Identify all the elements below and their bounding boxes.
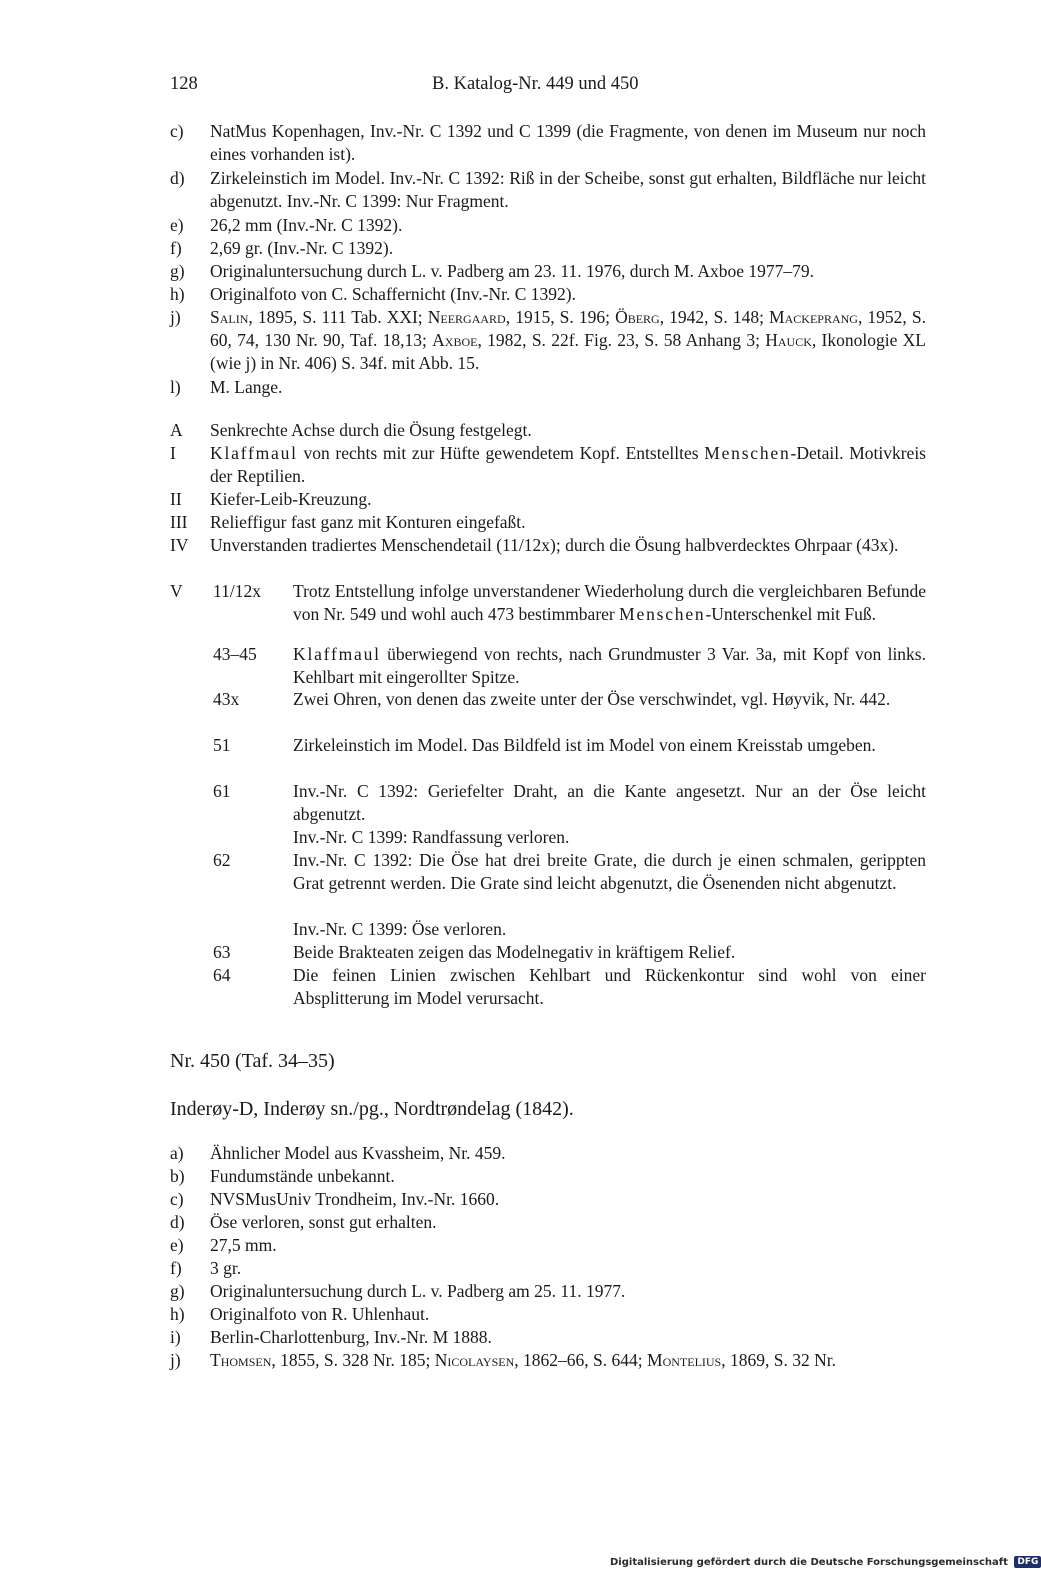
entry-heading: Nr. 450 (Taf. 34–35) bbox=[170, 1050, 335, 1072]
document-page: 128 B. Katalog-Nr. 449 und 450 c) NatMus Kopenhagen, Inv.-Nr. C 1392 und C 1399 (die Fragmente, von denen im Museum nur noch eines vorhanden ist). d) Zirkeleinstich im Model. Inv.-Nr. C 1392: Riß in der Scheibe, sonst gut erhalten, Bildfläche nur leicht abgenutzt. Inv.-Nr. C 1399: Nur Fragment. e) 26,2 mm (Inv.-Nr. C 1392). f) 2,69 gr. (Inv.-Nr. C 1392). g) Originaluntersuchung durch L. v. Padberg am 23. 11. 1976, durch M. Axboe 1977–79. h) Originalfoto von C. Schaffernicht (Inv.-Nr. C 1392). j) Salin, 1895, S. 111 Tab. XXI; Neergaard, 1915, S. 196; Öberg, 1942, S. 148; Mackeprang, 1952, S. 60, 74, 130 Nr. 90, Taf. 18,13; Axboe, 1982, S. 22f. Fig. 23, S. 58 Anhang 3; Hauck, Ikonologie XL (wie j) in Nr. 406) S. 34f. mit Abb. 15. l) M. Lange. A Senkrechte Achse durch die Ösung festgelegt. I Klaffmaul von rechts mit zur Hüfte gewendetem Kopf. Entstelltes Menschen-Detail. Motivkreis der Reptilien. II Kiefer-Leib-Kreuzung. III Relieffigur fast ganz mit Konturen eingefaßt. IV Unverstanden tradiertes Menschendetail (11/12x); durch die Ösung halbverdecktes Ohrpaar (43x). V 11/12x Trotz Entstellung infolge unverstandener Wiederholung durch die vergleichbaren Befunde von Nr. 549 und wohl auch 473 bestimmbarer Menschen-Unterschenkel mit Fuß. 43–45 Klaffmaul überwiegend von rechts, nach Grundmuster 3 Var. 3a, mit Kopf von links. Kehlbart mit eingerollter Spitze. 43x Zwei Ohren, von denen das zweite unter der Öse verschwindet, vgl. Høyvik, Nr. 442. 51 Zirkeleinstich im Model. Das Bildfeld ist im Model von einem Kreisstab umgeben. 61 Inv.-Nr. C 1392: Geriefelter Draht, an die Kante angesetzt. Nur an der Öse leicht abgenutzt. Inv.-Nr. C 1399: Randfassung verloren. 62 Inv.-Nr. C 1392: Die Öse hat drei breite Grate, die durch je einen schmalen, gerippten Grat getrennt werden. Die Grate sind leicht abgenutzt, die Ösenenden nicht abgenutzt. Inv.-Nr. C 1399: Öse verloren. 63 Beide Brakteaten zeigen das Modelnegativ in kräftigem Relief. 64 Die feinen Linien zwischen Kehlbart und Rückenkontur sind wohl von einer Absplitterung im Model verursacht. Nr. 450 (Taf. 34–35) Inderøy-D, Inderøy sn./pg., Nordtrøndelag (1842). a) Ähnlicher Model aus Kvassheim, Nr. 459. b) Fundumstände unbekannt. c) NVSMusUniv Trondheim, Inv.-Nr. 1660. d) Öse verloren, sonst gut erhalten. e) 27,5 mm. f) 3 gr. g) Originaluntersuchung durch L. v. Padberg am 25. 11. 1977. h) Originalfoto von R. Uhlenhaut. i) Berlin-Charlottenburg, Inv.-Nr. M 1888. j) Thomsen, 1855, S. 328 Nr. 185; Nicolaysen, 1862–66, S. 644; Montelius, 1869, S. 32 Nr. Digitalisierung gefördert durch die Deutsche Forschungsgemeinschaft DFG bbox=[0, 0, 1000, 1579]
dfg-logo-icon: DFG bbox=[1014, 1556, 1041, 1568]
page-number: 128 bbox=[170, 74, 198, 94]
footer-text: Digitalisierung gefördert durch die Deutsche Forschungsgemeinschaft bbox=[610, 1557, 1008, 1568]
entry-place: Inderøy-D, Inderøy sn./pg., Nordtrøndelag (1842). bbox=[170, 1098, 574, 1120]
digitization-footer bbox=[610, 1556, 1039, 1572]
page-header bbox=[170, 74, 930, 104]
running-head: B. Katalog-Nr. 449 und 450 bbox=[432, 74, 639, 94]
